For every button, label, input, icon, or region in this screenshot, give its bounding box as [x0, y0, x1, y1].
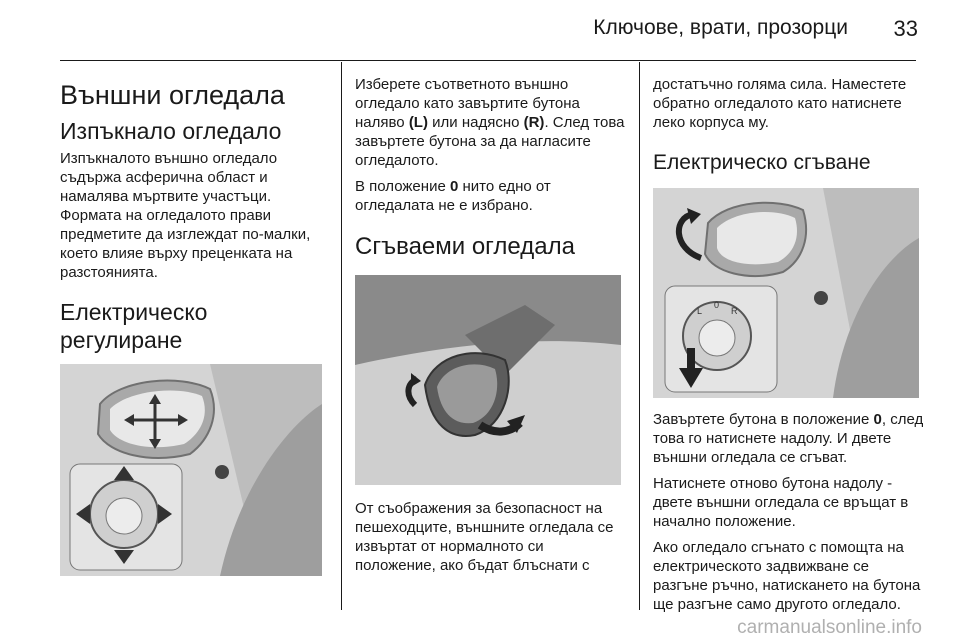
select-mirror-text: Изберете съответното външно огледало като завъртите бутона наляво (L) или надясно (R). След това завъртете бутона за да нагласите огледалото. [355, 76, 625, 169]
knob-label-left: L [697, 306, 703, 316]
header-rule [60, 60, 916, 61]
column-2 [355, 75, 627, 582]
subsection-title-electric-fold: Електрическо сгъване [653, 151, 871, 174]
running-header: Ключове, врати, прозорци [593, 16, 848, 39]
figure-electric-fold [653, 188, 919, 398]
position-zero-text: В положение 0 нито едно от огледалата не е избрано. [355, 178, 551, 214]
figure-mirror-adjust [60, 364, 322, 576]
subsection-title-folding: Сгъваеми огледала [355, 233, 575, 260]
column-divider-2 [639, 62, 640, 610]
fold-instruction-text: Завъртете бутона в положение 0, след това го натиснете надолу. И двете външни огледала се сгъват. [653, 411, 924, 466]
section-title: Външни огледала [60, 80, 285, 110]
knob-label-right: R [731, 306, 738, 316]
figure-folding-mirror [355, 275, 621, 485]
push-back-text: достатъчно голяма сила. Наместете обратно огледалото като натиснете леко корпуса му. [653, 76, 907, 131]
knob-label-zero: 0 [714, 300, 720, 310]
unfold-instruction-text: Натиснете отново бутона надолу - двете външни огледала се връщат в начално положение. [653, 475, 909, 530]
convex-text: Изпъкналото външно огледало съдържа асферична област и намалява мъртвите участъци. Формата на огледалото прави предметите да изглеждат по-малки, което влияе върху преценката на разстоянията. [60, 150, 311, 281]
subsection-title-electric-adjust: Електрическо регулиране [60, 299, 208, 353]
column-1 [60, 75, 328, 576]
column-divider-1 [341, 62, 342, 610]
folding-text: От съображения за безопасност на пешеходците, външните огледала се извъртат от нормалното си положение, ако бъдат блъснати с [355, 500, 614, 574]
page-number: 33 [893, 16, 918, 41]
column-3 [653, 75, 925, 621]
watermark: carmanualsonline.info [737, 617, 922, 638]
manual-unfold-text: Ако огледало сгънато с помощта на електрическото задвижване се разгъне ръчно, натискането на бутона ще разгъне само другото огледало. [653, 539, 921, 613]
subsection-title-convex: Изпъкнало огледало [60, 118, 282, 144]
